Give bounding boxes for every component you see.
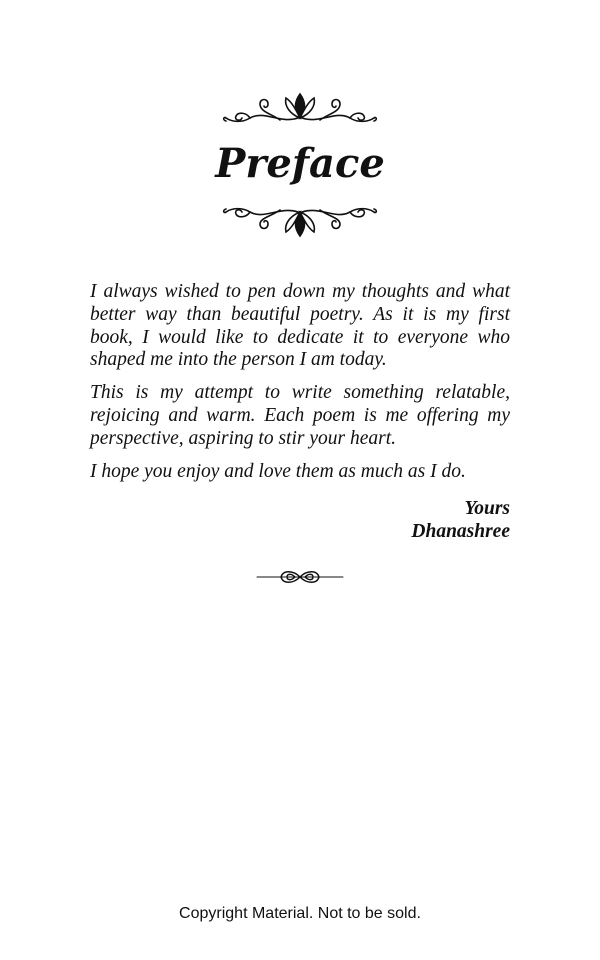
signature-name: Dhanashree — [411, 521, 510, 542]
paragraph-1: I always wished to pen down my thoughts and what better way than beautiful poetry. As it is my first book, I would like to dedicate it to everyone who shaped me into the person I am today. — [90, 281, 510, 371]
paragraph-2: This is my attempt to write something relatable, rejoicing and warm. Each poem is me offering my perspective, aspiring to stir your heart. — [90, 382, 510, 449]
divider-flourish-icon — [255, 566, 345, 588]
preface-body — [90, 281, 510, 493]
flourish-top-icon — [220, 88, 380, 136]
signature-closing: Yours — [464, 498, 510, 519]
copyright-notice: Copyright Material. Not to be sold. — [179, 905, 421, 922]
page-title: Preface — [215, 140, 385, 187]
flourish-bottom-icon — [220, 192, 380, 240]
paragraph-3: I hope you enjoy and love them as much as I do. — [90, 460, 466, 482]
signature-block — [90, 497, 510, 543]
